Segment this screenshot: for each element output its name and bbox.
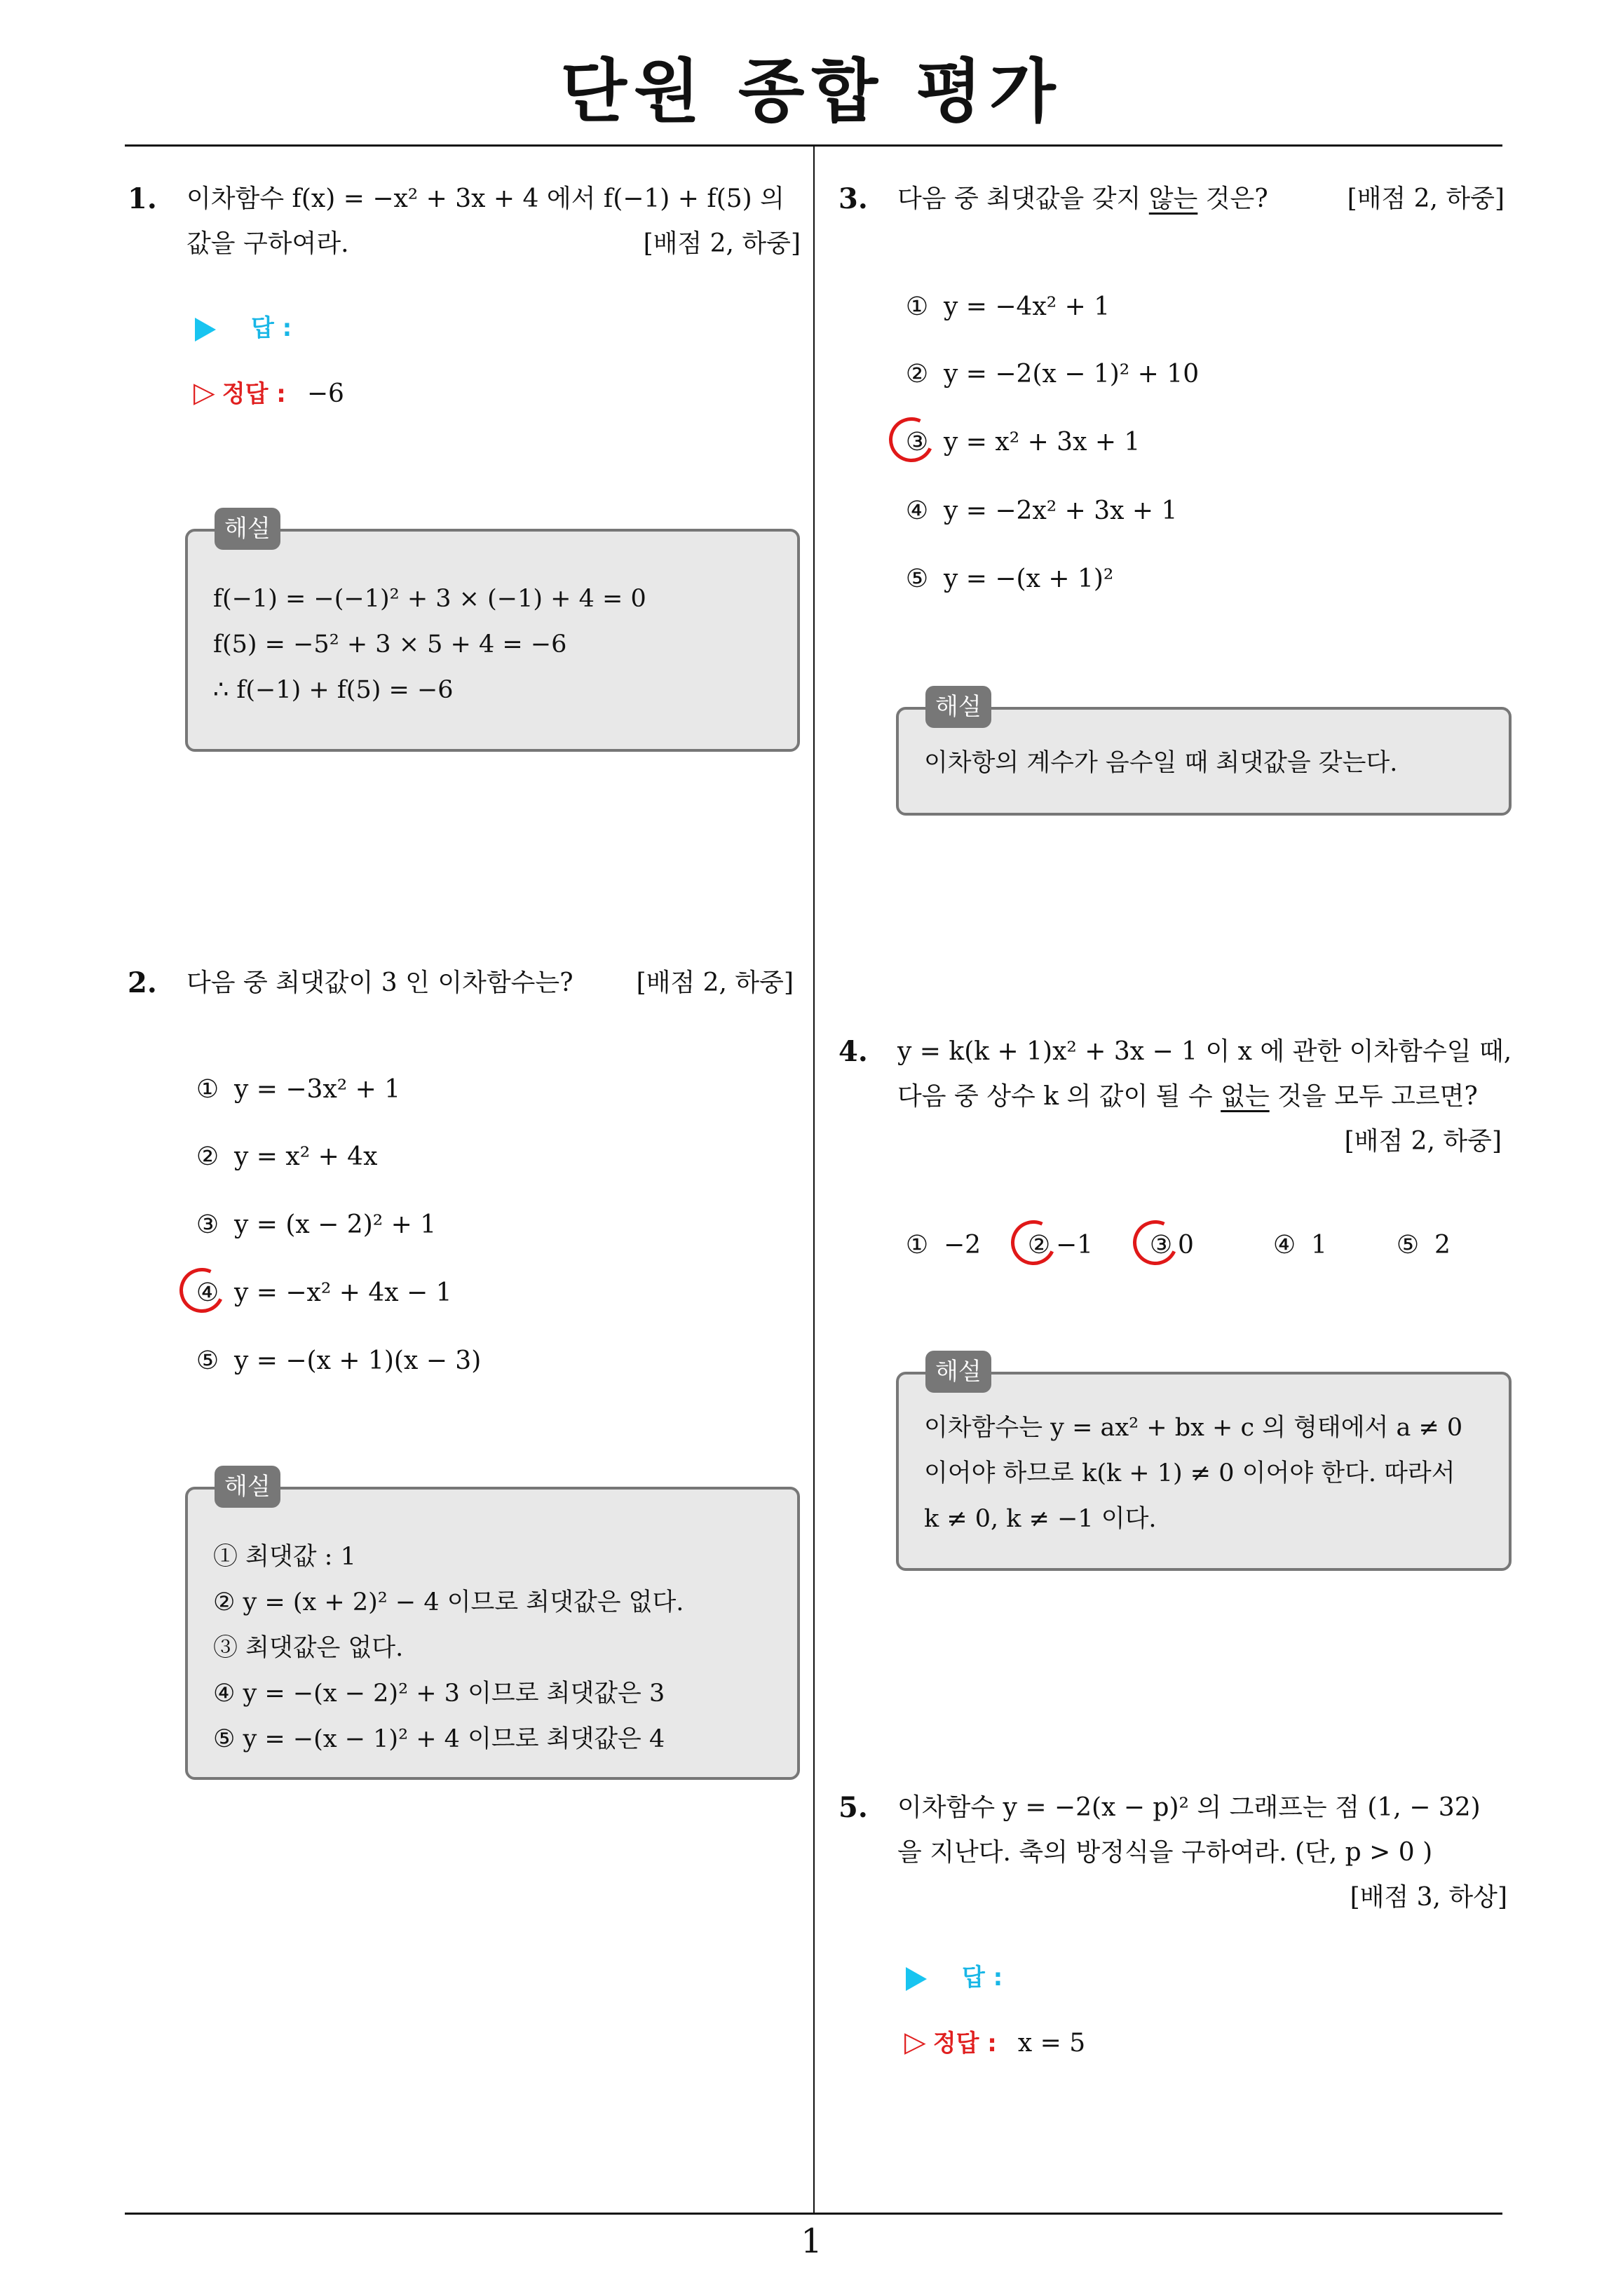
- explanation-line: ② y = (x + 2)² − 4 이므로 최댓값은 없다.: [213, 1588, 684, 1616]
- choice-4[interactable]: [191, 1276, 452, 1310]
- question-line: 을 지난다. 축의 방정식을 구하여라. (단, p > 0 ): [897, 1838, 1433, 1867]
- choice-text: y = x² + 4x: [234, 1142, 378, 1171]
- answer-row: [195, 311, 292, 345]
- choice-4[interactable]: [900, 494, 1177, 528]
- explanation-line: 이차항의 계수가 음수일 때 최댓값을 갖는다.: [924, 749, 1398, 777]
- play-icon: [906, 1967, 927, 1991]
- choice-number: ⑤: [1396, 1231, 1420, 1260]
- page-title: 단원 종합 평가: [560, 52, 1063, 132]
- question-text: [897, 1029, 1512, 1119]
- choice-5[interactable]: [1391, 1229, 1451, 1262]
- question-number: 2.: [128, 966, 157, 999]
- score-label: [배점 2, 하중]: [643, 229, 801, 258]
- choice-number: ①: [905, 292, 929, 321]
- choice-number: ①: [905, 1231, 929, 1260]
- choice-text: y = x² + 3x + 1: [944, 428, 1141, 457]
- choice-2[interactable]: [900, 358, 1199, 391]
- bottom-rule: [125, 2213, 1502, 2215]
- correct-value: x = 5: [1017, 2029, 1086, 2058]
- choice-text: y = −(x + 1)(x − 3): [234, 1346, 482, 1375]
- choice-number: ②: [196, 1142, 219, 1171]
- explanation-line: k ≠ 0, k ≠ −1 이다.: [924, 1505, 1157, 1533]
- question-number: 5.: [838, 1791, 868, 1824]
- correct-label: 정답 :: [932, 2030, 997, 2058]
- question-line: 다음 중 상수 k 의 값이 될 수 없는 것을 모두 고르면?: [897, 1082, 1478, 1111]
- explanation-line: f(5) = −5² + 3 × 5 + 4 = −6: [213, 630, 567, 659]
- question-text: [897, 1785, 1481, 1875]
- choice-3[interactable]: [900, 426, 1140, 459]
- choice-1[interactable]: [900, 290, 1110, 324]
- play-icon: [195, 318, 216, 342]
- question-2: [128, 961, 801, 1006]
- question-line: 이차함수 y = −2(x − p)² 의 그래프는 점 (1, − 32): [897, 1793, 1481, 1822]
- choice-text: y = −x² + 4x − 1: [234, 1278, 452, 1307]
- question-1: [128, 177, 801, 268]
- choice-1[interactable]: [900, 1229, 981, 1262]
- choice-number: ⑤: [196, 1346, 219, 1375]
- question-text: [186, 961, 573, 1006]
- score-label: [배점 2, 하중]: [1347, 184, 1505, 213]
- explanation-box: [185, 515, 800, 752]
- choice-text: y = −2(x − 1)² + 10: [944, 360, 1200, 389]
- circle-mark-icon: [883, 411, 940, 468]
- answer-label: 답 :: [251, 314, 292, 342]
- explanation-tag: 해설: [215, 508, 280, 550]
- correct-value: −6: [306, 379, 344, 408]
- choice-text: 1: [1311, 1231, 1327, 1260]
- choice-text: y = −(x + 1)²: [944, 565, 1114, 593]
- choice-2[interactable]: [191, 1140, 377, 1174]
- choice-5[interactable]: [900, 562, 1113, 596]
- question-line: 다음 중 최댓값이 3 인 이차함수는?: [186, 968, 573, 997]
- explanation-line: ⑤ y = −(x − 1)² + 4 이므로 최댓값은 4: [213, 1725, 665, 1753]
- score-label: [배점 2, 하중]: [636, 968, 794, 997]
- correct-label: 정답 :: [222, 380, 286, 408]
- choice-number: ④: [1272, 1231, 1296, 1260]
- choice-text: −2: [944, 1231, 982, 1260]
- choice-number: ⑤: [905, 565, 929, 593]
- outline-triangle-icon: ▷: [904, 2026, 926, 2058]
- question-4: [838, 1029, 1514, 1164]
- question-line: 값을 구하여라.: [186, 229, 349, 258]
- question-number: 3.: [838, 182, 868, 215]
- choice-text: y = −3x² + 1: [234, 1075, 401, 1104]
- score-label: [배점 2, 하중]: [1344, 1127, 1502, 1156]
- choice-text: 0: [1178, 1231, 1194, 1260]
- outline-triangle-icon: ▷: [193, 377, 215, 409]
- choice-number: ②: [905, 360, 929, 389]
- choice-3[interactable]: [1144, 1229, 1194, 1262]
- choice-number: ③: [1149, 1231, 1173, 1260]
- question-line: y = k(k + 1)x² + 3x − 1 이 x 에 관한 이차함수일 때,: [897, 1037, 1512, 1066]
- correct-answer-row: [904, 2025, 1085, 2060]
- choice-1[interactable]: [191, 1073, 400, 1107]
- explanation-tag: 해설: [925, 686, 991, 728]
- choice-number: ④: [196, 1278, 219, 1307]
- page-number: 1: [801, 2222, 822, 2261]
- question-3: [838, 177, 1505, 222]
- question-line: 다음 중 최댓값을 갖지 않는 것은?: [897, 184, 1268, 213]
- explanation-line: ④ y = −(x − 2)² + 3 이므로 최댓값은 3: [213, 1680, 665, 1708]
- question-line: 이차함수 f(x) = −x² + 3x + 4 에서 f(−1) + f(5) 의: [186, 184, 785, 213]
- explanation-tag: 해설: [215, 1466, 280, 1508]
- explanation-box: [896, 1358, 1512, 1571]
- choice-text: −1: [1056, 1231, 1094, 1260]
- correct-answer-row: [193, 376, 344, 411]
- question-5: [838, 1785, 1507, 1920]
- choice-number: ③: [905, 428, 929, 457]
- answer-label: 답 :: [962, 1964, 1003, 1992]
- choice-number: ④: [905, 497, 929, 525]
- choice-number: ①: [196, 1075, 219, 1104]
- choice-text: y = −2x² + 3x + 1: [944, 497, 1178, 525]
- choice-2[interactable]: [1022, 1229, 1093, 1262]
- choice-text: y = −4x² + 1: [944, 292, 1111, 321]
- choice-5[interactable]: [191, 1344, 481, 1378]
- circle-mark-icon: [1005, 1214, 1062, 1271]
- explanation-line: ③ 최댓값은 없다.: [213, 1634, 404, 1662]
- choice-text: 2: [1434, 1231, 1451, 1260]
- choice-number: ②: [1027, 1231, 1051, 1260]
- circle-mark-icon: [173, 1262, 231, 1319]
- explanation-line: ① 최댓값 : 1: [213, 1543, 356, 1571]
- choice-number: ③: [196, 1210, 219, 1239]
- circle-mark-icon: [1127, 1214, 1184, 1271]
- explanation-box: [896, 693, 1512, 816]
- choice-3[interactable]: [191, 1208, 436, 1242]
- question-text: [897, 177, 1268, 222]
- choice-4[interactable]: [1268, 1229, 1327, 1262]
- explanation-line: f(−1) = −(−1)² + 3 × (−1) + 4 = 0: [213, 585, 646, 613]
- question-number: 4.: [838, 1035, 868, 1068]
- explanation-line: 이차함수는 y = ax² + bx + c 의 형태에서 a ≠ 0: [924, 1414, 1463, 1442]
- question-number: 1.: [128, 182, 157, 215]
- explanation-line: ∴ f(−1) + f(5) = −6: [213, 676, 454, 704]
- explanation-line: 이어야 하므로 k(k + 1) ≠ 0 이어야 한다. 따라서: [924, 1459, 1455, 1487]
- explanation-box: [185, 1473, 800, 1780]
- column-divider: [813, 146, 815, 2213]
- explanation-tag: 해설: [925, 1351, 991, 1393]
- score-label: [배점 3, 하상]: [1350, 1883, 1507, 1912]
- answer-row: [906, 1961, 1003, 1994]
- choice-text: y = (x − 2)² + 1: [234, 1210, 437, 1239]
